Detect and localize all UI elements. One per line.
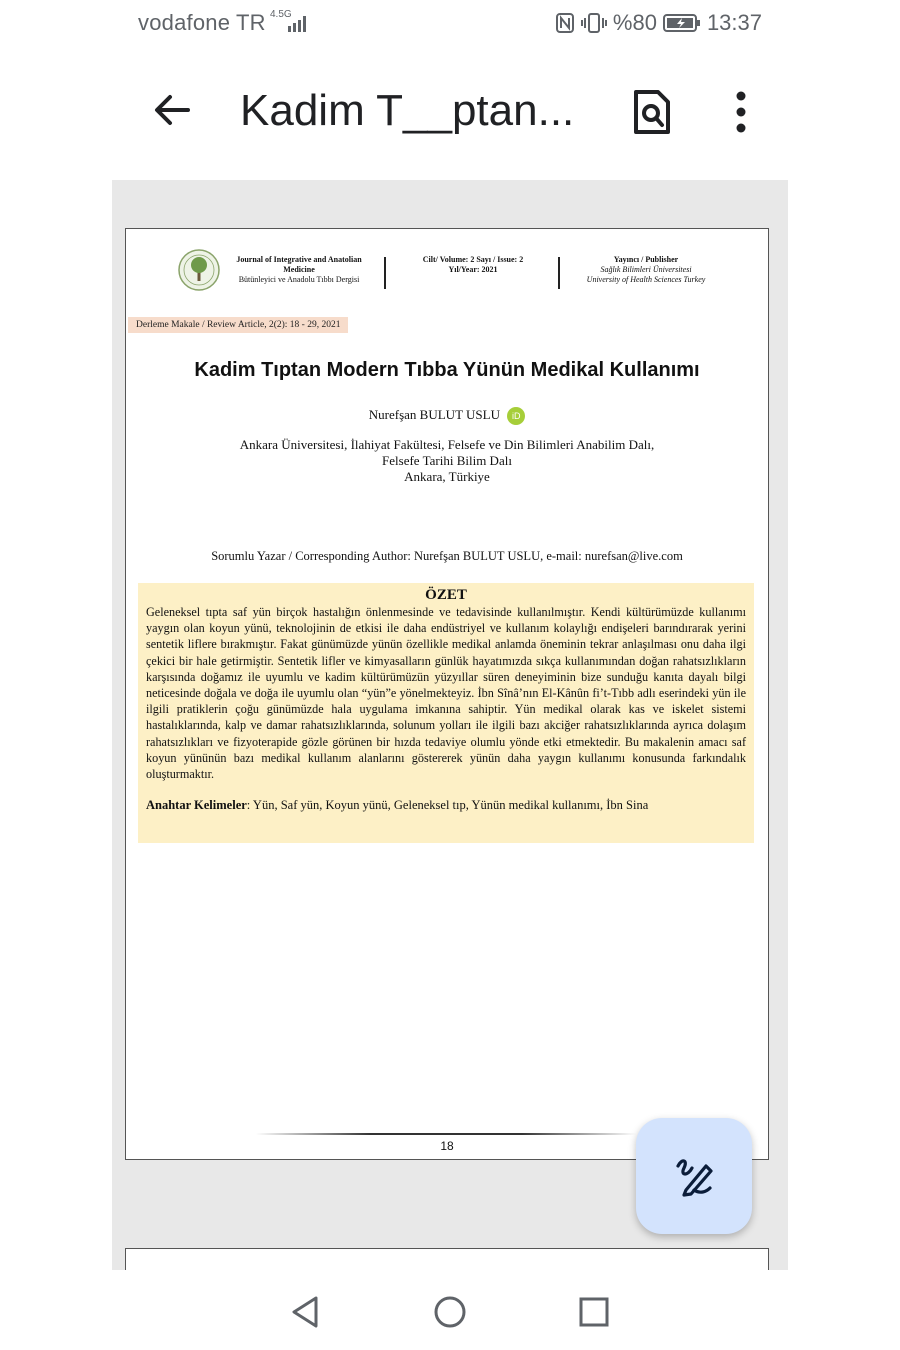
- keywords: [146, 798, 746, 813]
- affiliation-line: Ankara Üniversitesi, İlahiyat Fakültesi, Felsefe ve Din Bilimleri Anabilim Dalı,: [239, 437, 655, 452]
- publication-year: Yıl/Year: 2021: [448, 265, 498, 274]
- journal-name-line2: Medicine: [283, 265, 315, 274]
- affiliation: [126, 437, 768, 485]
- journal-name-turkish: Bütünleyici ve Anadolu Tıbbı Dergisi: [238, 275, 360, 284]
- nav-back-icon[interactable]: [286, 1292, 326, 1332]
- orcid-icon[interactable]: iD: [507, 407, 525, 425]
- publisher-info: [566, 255, 726, 285]
- vibrate-icon: [581, 12, 607, 34]
- nfc-icon: [555, 12, 575, 34]
- keywords-label: Anahtar Kelimeler: [146, 798, 247, 813]
- volume-issue: Cilt/ Volume: 2 Sayı / Issue: 2: [422, 255, 524, 264]
- pdf-page-next[interactable]: [125, 1248, 769, 1270]
- affiliation-line: Ankara, Türkiye: [404, 469, 490, 484]
- volume-info: [398, 255, 548, 275]
- more-options-icon[interactable]: [725, 90, 757, 134]
- signal-icon: [288, 14, 310, 32]
- pen-annotate-icon: [672, 1154, 716, 1198]
- article-title: Kadim Tıptan Modern Tıbba Yünün Medikal Kullanımı: [194, 359, 700, 381]
- nav-home-icon[interactable]: [430, 1292, 470, 1332]
- author-line: [126, 407, 768, 425]
- network-type: 4.5G: [270, 9, 292, 20]
- journal-logo-icon: [178, 249, 220, 291]
- page-number: 18: [440, 1139, 454, 1153]
- journal-name: [224, 255, 374, 285]
- header-divider: [558, 257, 560, 289]
- annotate-fab-button[interactable]: [636, 1118, 752, 1234]
- journal-name-line1: Journal of Integrative and Anatolian: [236, 255, 362, 264]
- footer-divider: [256, 1133, 636, 1135]
- article-type-tag: Derleme Makale / Review Article, 2(2): 18 - 29, 2021: [128, 317, 348, 333]
- publisher-name-tr: Sağlık Bilimleri Üniversitesi: [600, 265, 692, 274]
- battery-charging-icon: [663, 13, 701, 33]
- clock: 13:37: [706, 10, 762, 35]
- app-bar: [0, 60, 900, 170]
- document-title: Kadim T__ptan...: [240, 86, 575, 135]
- abstract-box: [138, 583, 754, 843]
- battery-percentage: %80: [612, 10, 657, 35]
- corresponding-author: Sorumlu Yazar / Corresponding Author: Nurefşan BULUT USLU, e-mail: nurefsan@live.com: [211, 549, 683, 563]
- search-in-document-icon[interactable]: [630, 88, 674, 136]
- publisher-label: Yayıncı / Publisher: [613, 255, 679, 264]
- pdf-viewer[interactable]: [112, 180, 788, 1270]
- back-arrow-icon[interactable]: [150, 88, 194, 132]
- header-divider: [384, 257, 386, 289]
- status-bar: [0, 0, 900, 48]
- nav-recents-icon[interactable]: [574, 1292, 614, 1332]
- abstract-title: ÖZET: [425, 587, 467, 603]
- author-name: Nurefşan BULUT USLU: [368, 407, 500, 422]
- pdf-page-18[interactable]: [125, 228, 769, 1160]
- abstract-text: Geleneksel tıpta saf yün birçok hastalığın önlenmesinde ve tedavisinde kullanılmıştır. Kendi kültürümüzde kullanımı yaygın olan koyun yünü, teknolojinin de etkisi ile daha endüstriyel ve kullanım kolaylığı endişeleri barındırarak yerini sentetik liflere bırakmıştır. Fakat günümüzde yünün özellikle medikal anlamda öneminin tekrar anlaşılması onu daha ilgi çekici bir hale getirmiştir. Sentetik lifler ve kimyasalların günlük hayatımızda sıkça kullanımından doğan rahatsızlıkların karşısında doğamız ile uyumlu ve kadim kültürümüzün yüzyıllar süren deneyiminin bize sunduğu kanıta dayalı bilgi neticesinde doğala ve doğa ile uyumlu olan “yün”e yönelmekteyiz. İbn Sînâ’nın El-Kânûn fi’t-Tıbb adlı eserindeki yün ile ilgili pratiklerin çoğu günümüzde hala uygulama imkanına sahiptir. Yün medikal olarak kas ve iskelet sistemi hastalıklarında, kalp ve damar rahatsızlıklarında, solunum yolları ile ilgili bazı akciğer rahatsızlıklarında ayrıca dolaşım rahatsızlıkları ve fizyoterapide gözle görünen bir hızda tedaviye olumlu yönde etki etmektedir. Bu makalenin amacı saf koyun yününün bazı medikal kullanım alanlarını göstererek yünün daha yaygın kullanımı konusunda farkındalık oluşturmaktır.: [146, 605, 746, 782]
- keywords-list: : Yün, Saf yün, Koyun yünü, Geleneksel tıp, Yünün medikal kullanımı, İbn Sina: [246, 798, 649, 813]
- publisher-name-en: University of Health Sciences Turkey: [586, 275, 706, 284]
- affiliation-line: Felsefe Tarihi Bilim Dalı: [382, 453, 512, 468]
- system-navigation-bar: [0, 1270, 900, 1350]
- carrier-name: vodafone TR: [138, 10, 266, 35]
